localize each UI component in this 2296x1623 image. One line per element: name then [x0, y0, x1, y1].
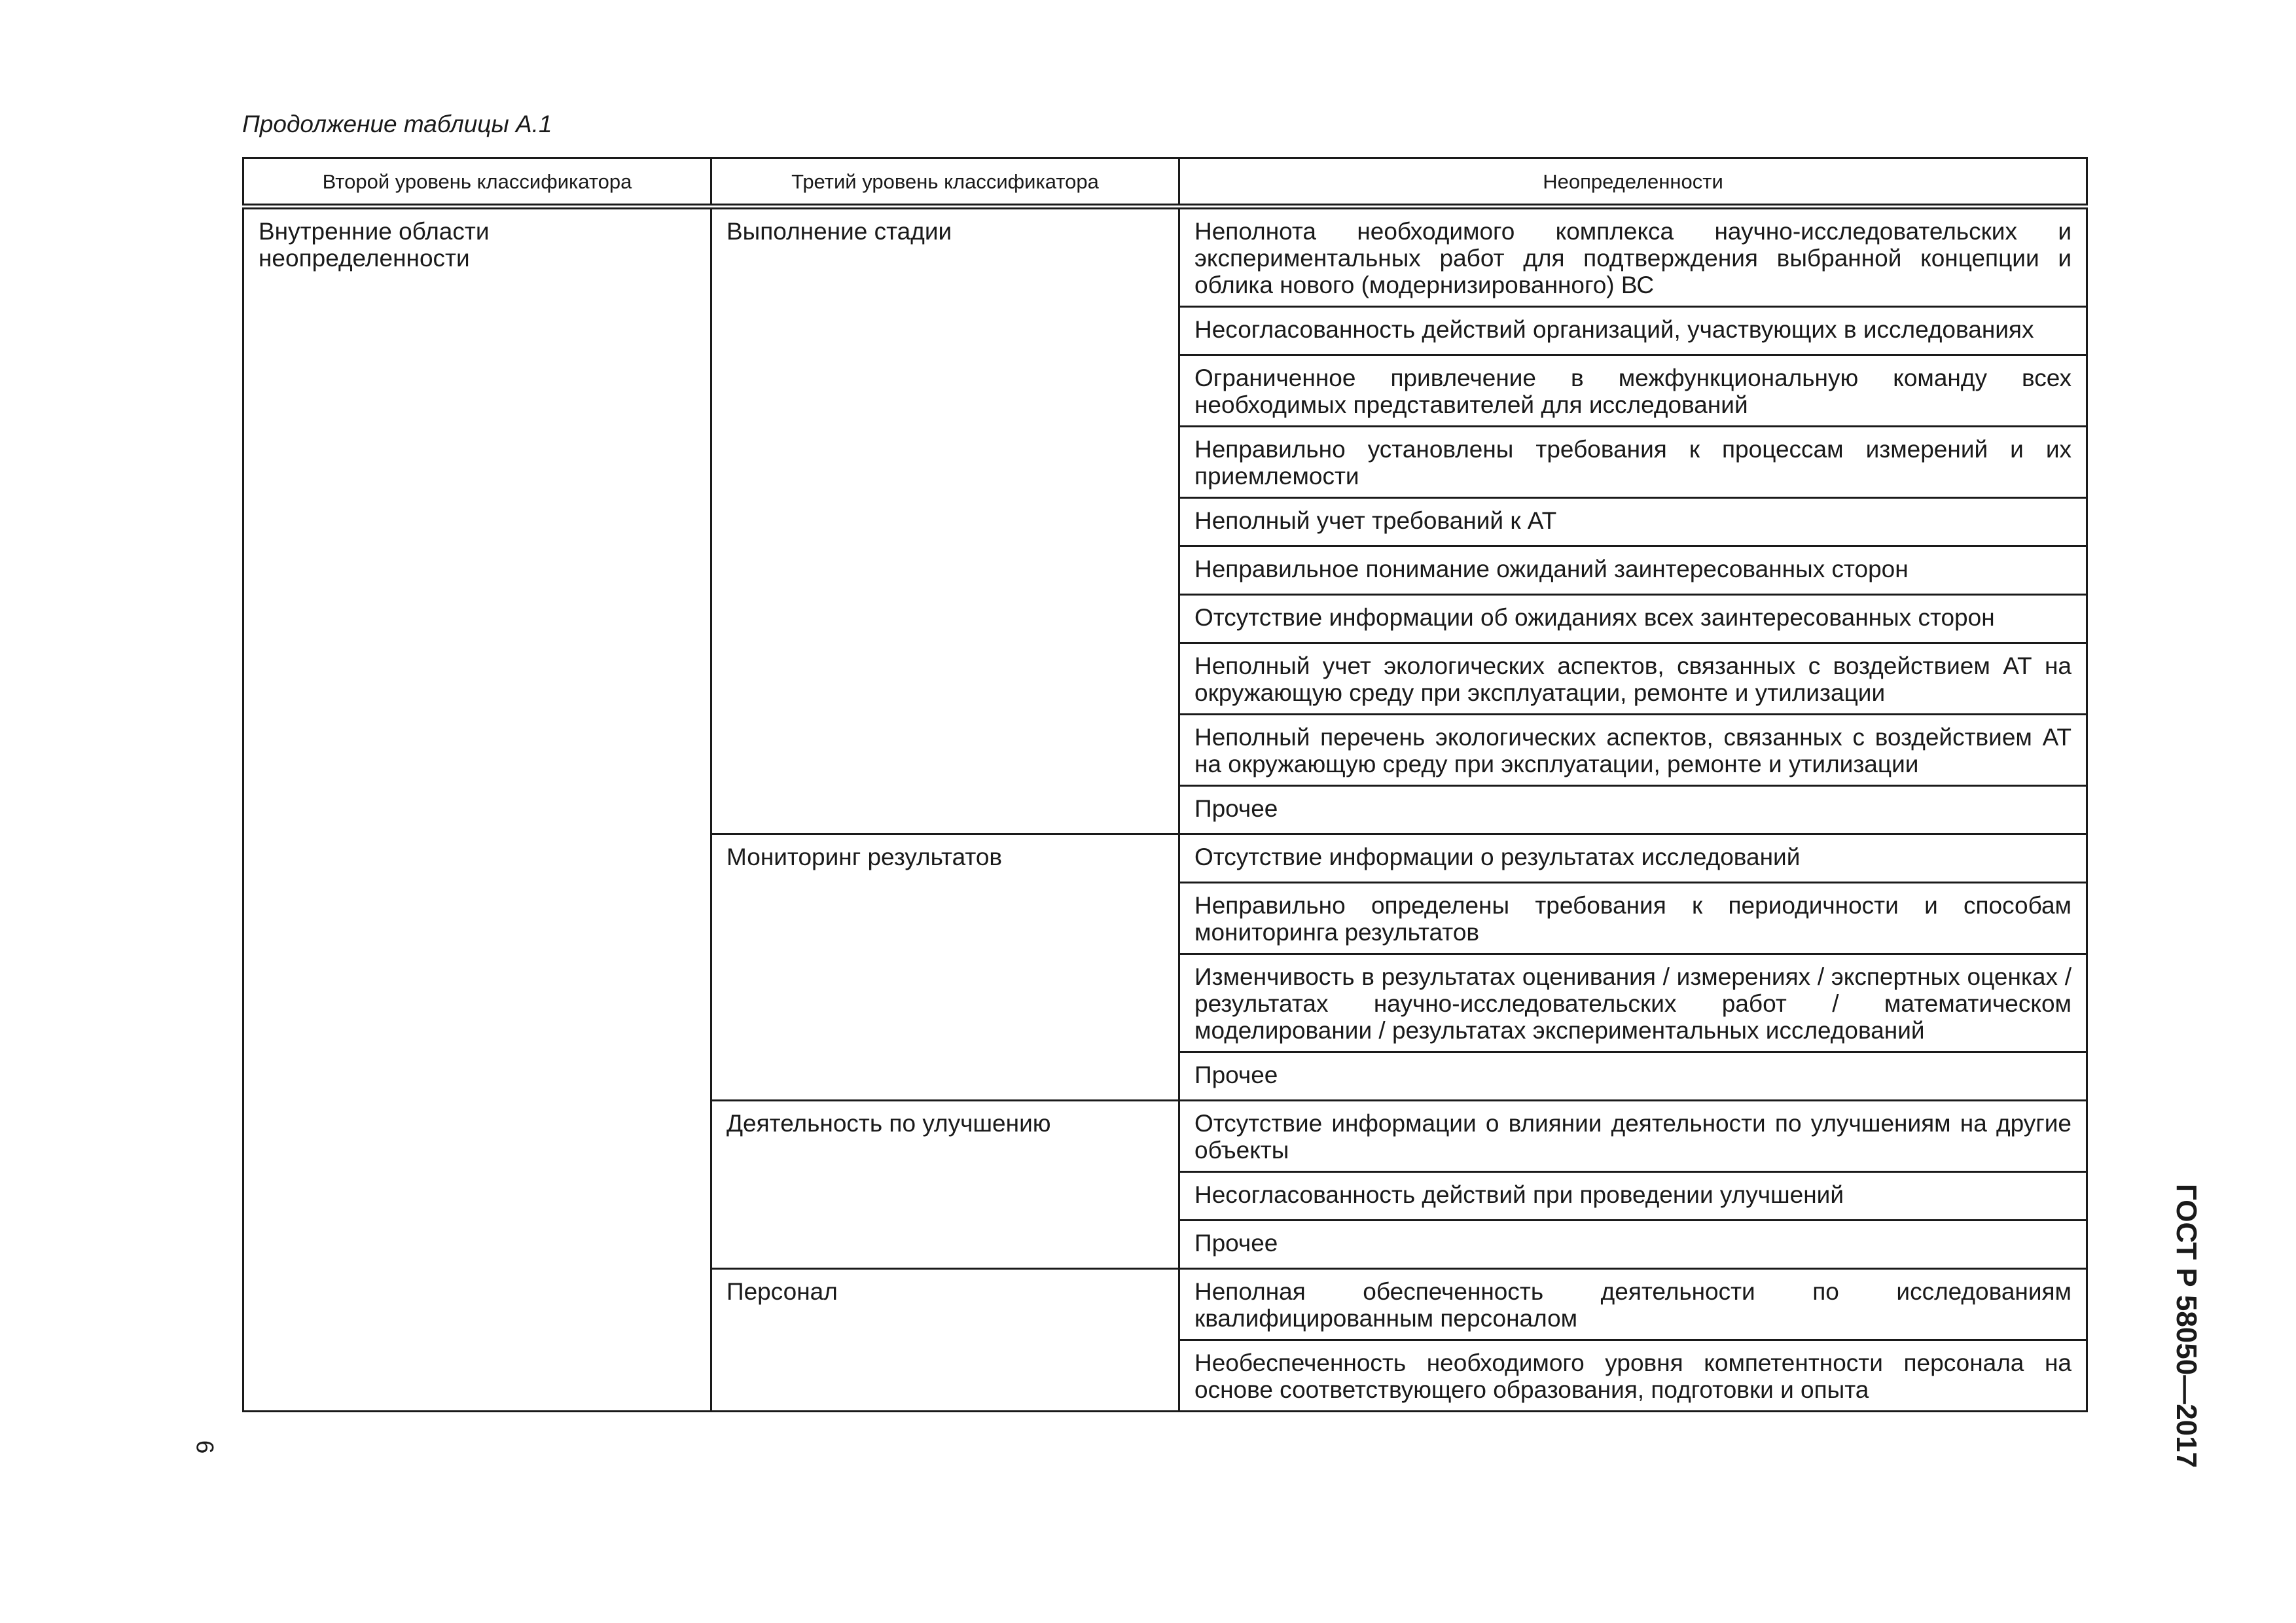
table-header-row [243, 158, 2087, 207]
level3-cell: Мониторинг результатов [711, 834, 1179, 1101]
table-row [243, 207, 2087, 307]
uncertainty-cell: Отсутствие информации о влиянии деятельности по улучшениям на другие объекты [1179, 1101, 2087, 1172]
level3-cell: Персонал [711, 1269, 1179, 1412]
standard-designation: ГОСТ Р 58050—2017 [2170, 1183, 2202, 1469]
uncertainty-cell: Ограниченное привлечение в межфункциональную команду всех необходимых представителей для исследований [1179, 355, 2087, 427]
table-caption: Продолжение таблицы А.1 [242, 111, 552, 137]
uncertainty-cell: Изменчивость в результатах оценивания / измерениях / экспертных оценках / результатах научно-исследовательских работ / математическом моделировании / результатах экспериментальных исследований [1179, 954, 2087, 1052]
header-uncertainties: Неопределенности [1179, 158, 2087, 207]
level2-cell: Внутренние области неопределенности [243, 207, 711, 1412]
uncertainty-cell: Отсутствие информации об ожиданиях всех заинтересованных сторон [1179, 595, 2087, 643]
uncertainty-cell: Прочее [1179, 1052, 2087, 1101]
header-level3: Третий уровень классификатора [711, 158, 1179, 207]
header-level2: Второй уровень классификатора [243, 158, 711, 207]
uncertainty-cell: Отсутствие информации о результатах исследований [1179, 834, 2087, 883]
uncertainty-cell: Неправильно установлены требования к процессам измерений и их приемлемости [1179, 427, 2087, 498]
classifier-table [242, 157, 2088, 1412]
uncertainty-cell: Неполный перечень экологических аспектов, связанных с воздействием АТ на окружающую среду при эксплуатации, ремонте и утилизации [1179, 715, 2087, 786]
uncertainty-cell: Необеспеченность необходимого уровня компетентности персонала на основе соответствующего образования, подготовки и опыта [1179, 1340, 2087, 1412]
uncertainty-cell: Несогласованность действий при проведении улучшений [1179, 1172, 2087, 1221]
page-number: 6 [191, 1440, 219, 1454]
uncertainty-cell: Неполная обеспеченность деятельности по исследованиям квалифицированным персоналом [1179, 1269, 2087, 1340]
uncertainty-cell: Прочее [1179, 1221, 2087, 1269]
uncertainty-cell: Неполный учет требований к АТ [1179, 498, 2087, 546]
level3-cell: Деятельность по улучшению [711, 1101, 1179, 1269]
uncertainty-cell: Неправильное понимание ожиданий заинтересованных сторон [1179, 546, 2087, 595]
uncertainty-cell: Несогласованность действий организаций, участвующих в исследованиях [1179, 307, 2087, 355]
level3-cell: Выполнение стадии [711, 207, 1179, 834]
uncertainty-cell: Неполный учет экологических аспектов, связанных с воздействием АТ на окружающую среду при эксплуатации, ремонте и утилизации [1179, 643, 2087, 715]
uncertainty-cell: Прочее [1179, 786, 2087, 834]
uncertainty-cell: Неправильно определены требования к периодичности и способам мониторинга результатов [1179, 883, 2087, 954]
uncertainty-cell: Неполнота необходимого комплекса научно-исследовательских и экспериментальных работ для подтверждения выбранной концепции и облика нового (модернизированного) ВС [1179, 207, 2087, 307]
